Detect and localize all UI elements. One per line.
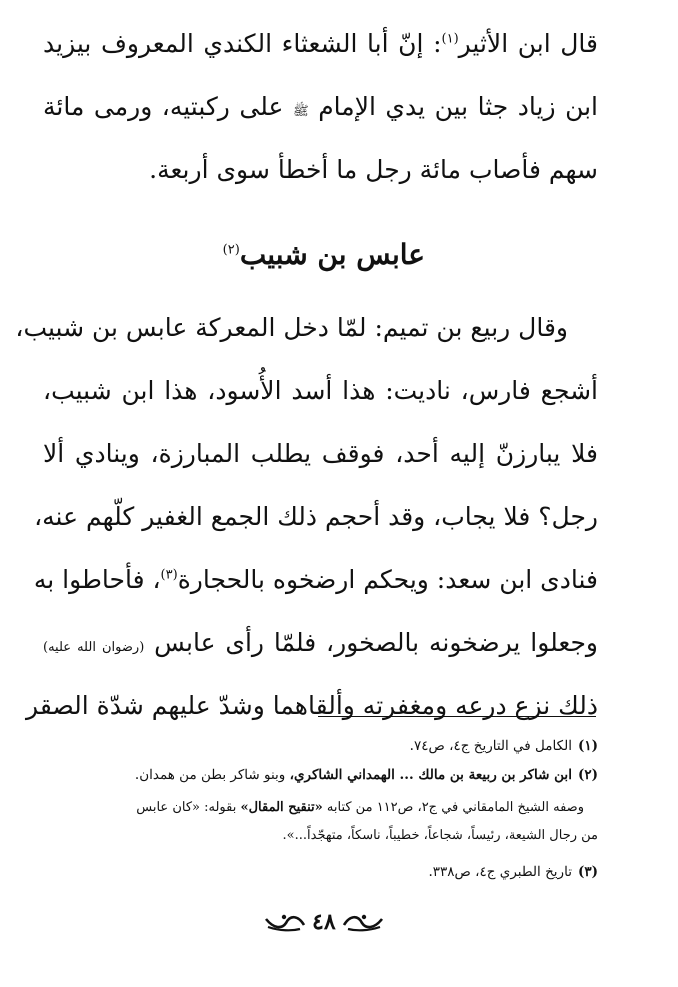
- section-heading: [223, 238, 425, 271]
- footnote-2-number: (٢): [577, 767, 598, 783]
- footnote-ref-3: (٣): [160, 567, 178, 583]
- text-run: بقوله: «كان عابس: [136, 800, 237, 815]
- section-title: عابس بن شبيب: [239, 238, 425, 271]
- paragraph-2-line-3: فلا يبارزنّ إليه أحد، فوقف يطلب المبارزة، وينادي ألا: [43, 439, 598, 468]
- text-run: فنادى ابن سعد: ويحكم ارضخوه بالحجارة: [177, 565, 598, 594]
- text-run: : إنّ أبا الشعثاء الكندي المعروف بيزيد: [43, 29, 442, 58]
- left-ornament-icon: [342, 911, 386, 933]
- footnote-1: [38, 735, 598, 757]
- text-run: وجعلوا يرضخونه بالصخور، فلمّا رأى عابس: [154, 628, 598, 657]
- paragraph-2-line-7: ذلك نزع درعه ومغفرته وألقاهما وشدّ عليهم شدّة الصقر: [26, 691, 598, 720]
- footnote-divider: [318, 716, 596, 717]
- footnote-ref-2: (٢): [222, 242, 240, 258]
- footnote-2-continuation-1: [24, 797, 584, 819]
- paragraph-2-line-4: رجل؟ فلا يجاب، وقد أحجم ذلك الجمع الغفير كلّهم عنه،: [34, 502, 598, 531]
- paragraph-2-line-2: أشجع فارس، ناديت: هذا أسد الأُسود، هذا ابن شبيب،: [43, 376, 598, 405]
- paragraph-2-line-6: [43, 611, 598, 674]
- page-footer: [262, 908, 386, 936]
- footnote-2-text: وبنو شاكر بطن من همدان.: [134, 767, 286, 783]
- honorific-phrase: (رضوان الله عليه): [43, 640, 145, 655]
- footnote-3: [38, 861, 598, 883]
- footnote-2: [38, 764, 598, 786]
- footnote-1-number: (١): [577, 738, 598, 754]
- paragraph-1-line-3: سهم فأصاب مائة رجل ما أخطأ سوى أربعة.: [149, 155, 598, 184]
- text-run: ابن زياد جثا بين يدي الإمام: [318, 92, 599, 121]
- footnote-ref-1: (١): [441, 31, 459, 47]
- right-ornament-icon: [262, 911, 306, 933]
- paragraph-2-line-1: وقال ربيع بن تميم: لمّا دخل المعركة عابس بن شبيب،: [15, 313, 568, 342]
- book-title: «تنقيح المقال»: [240, 800, 323, 815]
- footnote-2-continuation-2: من رجال الشيعة، رئيساً، شجاعاً، خطيباً، ناسكاً، متهجّداً...».: [282, 828, 598, 843]
- text-run: قال ابن الأثير: [458, 29, 598, 58]
- footnote-3-number: (٣): [577, 864, 598, 880]
- footnote-2-bold-text: ابن شاكر بن ربيعة بن مالك ... الهمداني الشاكري،: [289, 767, 572, 783]
- page-number: ٤٨: [312, 909, 336, 935]
- text-run: وصفه الشيخ المامقاني في ج٢، ص١١٢ من كتابه: [326, 800, 584, 815]
- paragraph-1-line-2: [43, 75, 598, 138]
- paragraph-2: [15, 296, 598, 737]
- paragraph-2-line-5: [33, 548, 598, 611]
- honorific-glyph: ﷺ: [292, 104, 309, 119]
- paragraph-1-line-1: [43, 12, 598, 75]
- text-run: ، فأحاطوا به: [33, 565, 161, 594]
- paragraph-1: [43, 12, 598, 201]
- text-run: على ركبتيه، ورمى مائة: [43, 92, 284, 121]
- footnote-1-text: الكامل في التاريخ ج٤، ص٧٤.: [409, 738, 572, 754]
- footnote-3-text: تاريخ الطبري ج٤، ص٣٣٨.: [428, 864, 572, 880]
